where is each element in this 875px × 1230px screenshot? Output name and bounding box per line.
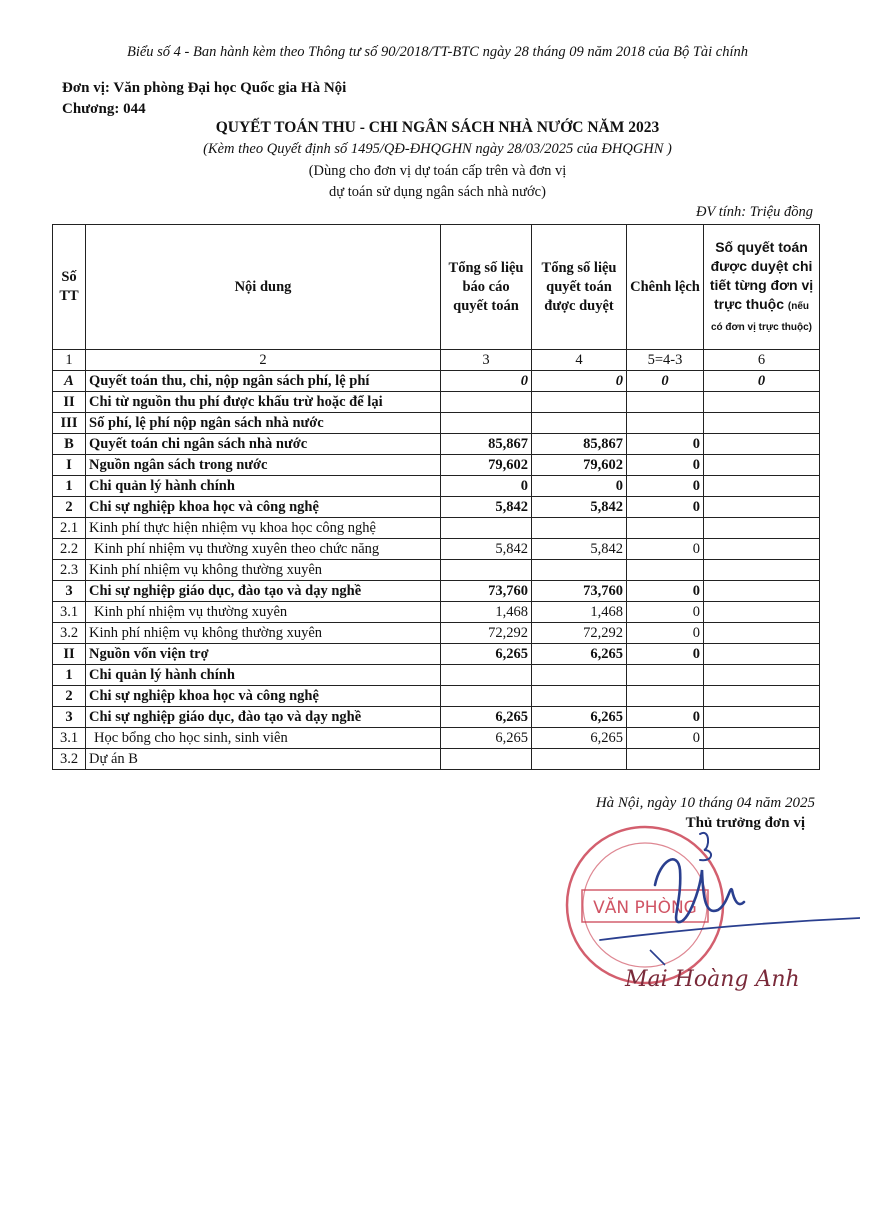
table-row bbox=[53, 644, 820, 665]
row-reported-cell: 85,867 bbox=[441, 434, 532, 455]
row-approved-cell: 0 bbox=[532, 371, 627, 392]
row-content-cell: Học bổng cho học sinh, sinh viên bbox=[86, 728, 441, 749]
row-stt-cell: II bbox=[53, 392, 86, 413]
row-difference-cell bbox=[627, 518, 704, 539]
document-title: QUYẾT TOÁN THU - CHI NGÂN SÁCH NHÀ NƯỚC NĂM 2023 bbox=[215, 119, 660, 136]
header-content: Nội dung bbox=[86, 225, 441, 350]
row-detail-cell bbox=[704, 476, 820, 497]
row-detail-cell bbox=[704, 581, 820, 602]
row-reported-cell bbox=[441, 686, 532, 707]
row-stt-cell: B bbox=[53, 434, 86, 455]
row-stt-cell: I bbox=[53, 455, 86, 476]
row-reported-cell: 6,265 bbox=[441, 707, 532, 728]
table-row bbox=[53, 413, 820, 434]
row-content-cell: Chi sự nghiệp giáo dục, đào tạo và dạy nghề bbox=[86, 707, 441, 728]
row-difference-cell: 0 bbox=[627, 455, 704, 476]
row-approved-cell bbox=[532, 560, 627, 581]
place-and-date: Hà Nội, ngày 10 tháng 04 năm 2025 bbox=[595, 795, 815, 811]
row-approved-cell bbox=[532, 413, 627, 434]
row-difference-cell: 0 bbox=[627, 371, 704, 392]
row-reported-cell bbox=[441, 749, 532, 770]
usage-note-line-2: dự toán sử dụng ngân sách nhà nước) bbox=[329, 184, 546, 200]
row-approved-cell: 5,842 bbox=[532, 539, 627, 560]
row-content-cell: Kinh phí nhiệm vụ không thường xuyên bbox=[86, 623, 441, 644]
table-row bbox=[53, 539, 820, 560]
row-reported-cell: 0 bbox=[441, 371, 532, 392]
row-detail-cell bbox=[704, 560, 820, 581]
row-difference-cell: 0 bbox=[627, 623, 704, 644]
index-cell: 1 bbox=[53, 350, 86, 371]
index-cell: 3 bbox=[441, 350, 532, 371]
row-stt-cell: III bbox=[53, 413, 86, 434]
row-content-cell: Chi sự nghiệp khoa học và công nghệ bbox=[86, 497, 441, 518]
header-reported-total: Tổng số liệu báo cáo quyết toán bbox=[441, 225, 532, 350]
row-approved-cell bbox=[532, 686, 627, 707]
row-stt-cell: 1 bbox=[53, 665, 86, 686]
document-subtitle: (Kèm theo Quyết định số 1495/QĐ-ĐHQGHN ngày 28/03/2025 của ĐHQGHN ) bbox=[203, 141, 672, 157]
row-reported-cell: 6,265 bbox=[441, 728, 532, 749]
row-detail-cell bbox=[704, 749, 820, 770]
row-content-cell: Chi sự nghiệp giáo dục, đào tạo và dạy nghề bbox=[86, 581, 441, 602]
row-stt-cell: 2 bbox=[53, 686, 86, 707]
row-stt-cell: 3.2 bbox=[53, 749, 86, 770]
row-difference-cell bbox=[627, 749, 704, 770]
row-approved-cell: 79,602 bbox=[532, 455, 627, 476]
row-reported-cell bbox=[441, 560, 532, 581]
row-detail-cell bbox=[704, 518, 820, 539]
row-detail-cell bbox=[704, 728, 820, 749]
row-approved-cell bbox=[532, 749, 627, 770]
header-detail-main: Số quyết toán được duyệt chi tiết từng đơn vị trực thuộc bbox=[709, 238, 814, 312]
row-detail-cell bbox=[704, 707, 820, 728]
row-difference-cell: 0 bbox=[627, 497, 704, 518]
budget-settlement-table bbox=[52, 224, 820, 770]
row-approved-cell: 85,867 bbox=[532, 434, 627, 455]
row-content-cell: Dự án B bbox=[86, 749, 441, 770]
row-reported-cell: 79,602 bbox=[441, 455, 532, 476]
table-row bbox=[53, 434, 820, 455]
row-stt-cell: 3.1 bbox=[53, 728, 86, 749]
row-stt-cell: 1 bbox=[53, 476, 86, 497]
handwritten-signature bbox=[560, 830, 860, 990]
row-difference-cell: 0 bbox=[627, 602, 704, 623]
row-difference-cell bbox=[627, 392, 704, 413]
table-row bbox=[53, 707, 820, 728]
row-stt-cell: 3 bbox=[53, 581, 86, 602]
header-detail-per-unit bbox=[704, 225, 820, 350]
row-stt-cell: II bbox=[53, 644, 86, 665]
row-approved-cell: 1,468 bbox=[532, 602, 627, 623]
currency-unit-note: ĐV tính: Triệu đồng bbox=[696, 204, 813, 220]
row-content-cell: Kinh phí nhiệm vụ không thường xuyên bbox=[86, 560, 441, 581]
form-reference: Biểu số 4 - Ban hành kèm theo Thông tư số 90/2018/TT-BTC ngày 28 tháng 09 năm 2018 của Bộ Tài chính bbox=[126, 44, 749, 60]
row-difference-cell: 0 bbox=[627, 707, 704, 728]
signer-title: Thủ trưởng đơn vị bbox=[685, 815, 805, 831]
table-row bbox=[53, 623, 820, 644]
row-content-cell: Nguồn ngân sách trong nước bbox=[86, 455, 441, 476]
table-row bbox=[53, 392, 820, 413]
row-reported-cell: 72,292 bbox=[441, 623, 532, 644]
row-stt-cell: 3.2 bbox=[53, 623, 86, 644]
table-row bbox=[53, 476, 820, 497]
row-detail-cell: 0 bbox=[704, 371, 820, 392]
table-row bbox=[53, 728, 820, 749]
index-cell: 4 bbox=[532, 350, 627, 371]
row-content-cell: Nguồn vốn viện trợ bbox=[86, 644, 441, 665]
row-reported-cell: 5,842 bbox=[441, 539, 532, 560]
row-content-cell: Chi sự nghiệp khoa học và công nghệ bbox=[86, 686, 441, 707]
unit-name: Đơn vị: Văn phòng Đại học Quốc gia Hà Nội bbox=[62, 80, 347, 96]
table-row bbox=[53, 518, 820, 539]
row-difference-cell: 0 bbox=[627, 539, 704, 560]
row-detail-cell bbox=[704, 539, 820, 560]
row-content-cell: Chi quản lý hành chính bbox=[86, 476, 441, 497]
row-approved-cell bbox=[532, 665, 627, 686]
chapter-code: Chương: 044 bbox=[62, 101, 146, 117]
index-cell: 2 bbox=[86, 350, 441, 371]
row-difference-cell: 0 bbox=[627, 434, 704, 455]
row-approved-cell: 6,265 bbox=[532, 644, 627, 665]
row-reported-cell: 5,842 bbox=[441, 497, 532, 518]
row-content-cell: Chi từ nguồn thu phí được khấu trừ hoặc để lại bbox=[86, 392, 441, 413]
row-detail-cell bbox=[704, 392, 820, 413]
row-difference-cell bbox=[627, 665, 704, 686]
index-cell: 5=4-3 bbox=[627, 350, 704, 371]
header-difference: Chênh lệch bbox=[627, 225, 704, 350]
row-difference-cell: 0 bbox=[627, 476, 704, 497]
column-index-row bbox=[53, 350, 820, 371]
row-difference-cell: 0 bbox=[627, 581, 704, 602]
table-row bbox=[53, 497, 820, 518]
row-reported-cell bbox=[441, 665, 532, 686]
row-reported-cell: 6,265 bbox=[441, 644, 532, 665]
stamp-text: VĂN PHÒNG bbox=[593, 898, 697, 918]
row-difference-cell bbox=[627, 413, 704, 434]
table-row bbox=[53, 749, 820, 770]
row-content-cell: Kinh phí nhiệm vụ thường xuyên bbox=[86, 602, 441, 623]
row-detail-cell bbox=[704, 413, 820, 434]
usage-note-line-1: (Dùng cho đơn vị dự toán cấp trên và đơn vị bbox=[308, 163, 567, 179]
table-row bbox=[53, 665, 820, 686]
row-stt-cell: 2.1 bbox=[53, 518, 86, 539]
signer-name: Mai Hoàng Anh bbox=[625, 967, 800, 992]
row-stt-cell: 2.2 bbox=[53, 539, 86, 560]
row-detail-cell bbox=[704, 665, 820, 686]
row-content-cell: Kinh phí thực hiện nhiệm vụ khoa học công nghệ bbox=[86, 518, 441, 539]
row-reported-cell: 1,468 bbox=[441, 602, 532, 623]
row-difference-cell: 0 bbox=[627, 728, 704, 749]
row-detail-cell bbox=[704, 686, 820, 707]
row-stt-cell: 3.1 bbox=[53, 602, 86, 623]
row-stt-cell: 2 bbox=[53, 497, 86, 518]
table-row bbox=[53, 602, 820, 623]
index-cell: 6 bbox=[704, 350, 820, 371]
row-detail-cell bbox=[704, 455, 820, 476]
row-reported-cell bbox=[441, 518, 532, 539]
table-header-row bbox=[53, 225, 820, 350]
row-content-cell: Kinh phí nhiệm vụ thường xuyên theo chức năng bbox=[86, 539, 441, 560]
row-content-cell: Quyết toán chi ngân sách nhà nước bbox=[86, 434, 441, 455]
row-approved-cell: 0 bbox=[532, 476, 627, 497]
row-difference-cell bbox=[627, 560, 704, 581]
row-detail-cell bbox=[704, 644, 820, 665]
row-stt-cell: 3 bbox=[53, 707, 86, 728]
row-stt-cell: A bbox=[53, 371, 86, 392]
row-detail-cell bbox=[704, 434, 820, 455]
row-reported-cell bbox=[441, 413, 532, 434]
row-detail-cell bbox=[704, 602, 820, 623]
row-approved-cell: 6,265 bbox=[532, 707, 627, 728]
row-approved-cell bbox=[532, 392, 627, 413]
row-difference-cell: 0 bbox=[627, 644, 704, 665]
header-stt: Số TT bbox=[53, 225, 86, 350]
row-approved-cell: 73,760 bbox=[532, 581, 627, 602]
table-row bbox=[53, 455, 820, 476]
row-reported-cell: 73,760 bbox=[441, 581, 532, 602]
table-row bbox=[53, 581, 820, 602]
row-detail-cell bbox=[704, 497, 820, 518]
table-row bbox=[53, 686, 820, 707]
row-detail-cell bbox=[704, 623, 820, 644]
row-approved-cell: 6,265 bbox=[532, 728, 627, 749]
table-body bbox=[53, 350, 820, 770]
row-difference-cell bbox=[627, 686, 704, 707]
table-row bbox=[53, 560, 820, 581]
row-reported-cell: 0 bbox=[441, 476, 532, 497]
header-detail-note: (nếu có đơn vị trực thuộc) bbox=[710, 300, 813, 333]
row-approved-cell: 5,842 bbox=[532, 497, 627, 518]
row-approved-cell bbox=[532, 518, 627, 539]
row-reported-cell bbox=[441, 392, 532, 413]
table-row bbox=[53, 371, 820, 392]
header-approved-total: Tổng số liệu quyết toán được duyệt bbox=[532, 225, 627, 350]
row-content-cell: Số phí, lệ phí nộp ngân sách nhà nước bbox=[86, 413, 441, 434]
row-approved-cell: 72,292 bbox=[532, 623, 627, 644]
row-content-cell: Quyết toán thu, chi, nộp ngân sách phí, lệ phí bbox=[86, 371, 441, 392]
row-stt-cell: 2.3 bbox=[53, 560, 86, 581]
row-content-cell: Chi quản lý hành chính bbox=[86, 665, 441, 686]
